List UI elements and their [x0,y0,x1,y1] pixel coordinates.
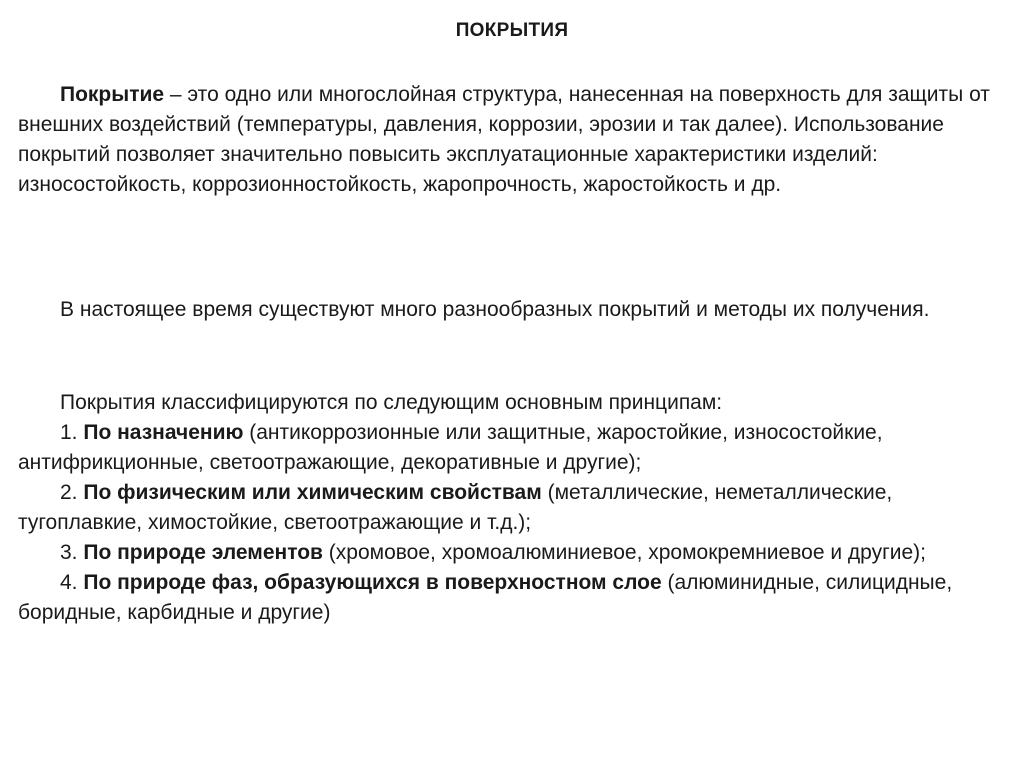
list-item-text: (антикоррозионные или защитные, жаростойкие, износостойкие, антифрикционные, светоотражающие, декоративные и другие); [18,421,883,474]
classification-block [18,388,1008,628]
list-item-heading: По физическим или химическим свойствам [83,481,542,504]
list-item [18,568,1008,628]
definition-term: Покрытие [60,83,165,106]
list-item [18,538,1008,568]
list-item-text: (хромовое, хромоалюминиевое, хромокремниевое и другие); [322,541,926,564]
list-item-heading: По природе элементов [83,541,323,564]
list-item-number: 4. [60,571,84,594]
list-item [18,418,1008,478]
definition-paragraph [18,80,1008,200]
list-item-text: (алюминидные, силицидные, боридные, карбидные и другие) [18,571,953,624]
list-item-number: 3. [60,541,84,564]
classification-intro: Покрытия классифицируются по следующим основным принципам: [60,391,723,414]
definition-text: – это одно или многослойная структура, нанесенная на поверхность для защиты от внешних воздействий (температуры, давления, коррозии, эрозии и так далее). Использование покрытий позволяет значительно повысить эксплуатационные характеристики изделий: износостойкость, коррозионностойкость, жаропрочность, жаростойкость и др. [18,83,990,196]
methods-text: В настоящее время существуют много разнообразных покрытий и методы их получения. [60,298,930,321]
page-title: ПОКРЫТИЯ [455,20,569,41]
list-item-number: 2. [60,481,84,504]
list-item-heading: По природе фаз, образующихся в поверхностном слое [83,571,662,594]
methods-paragraph [18,295,1008,325]
list-item-heading: По назначению [83,421,244,444]
list-item [18,478,1008,538]
list-item-text: (металлические, неметаллические, тугоплавкие, химостойкие, светоотражающие и т.д.); [18,481,893,534]
list-item-number: 1. [60,421,84,444]
